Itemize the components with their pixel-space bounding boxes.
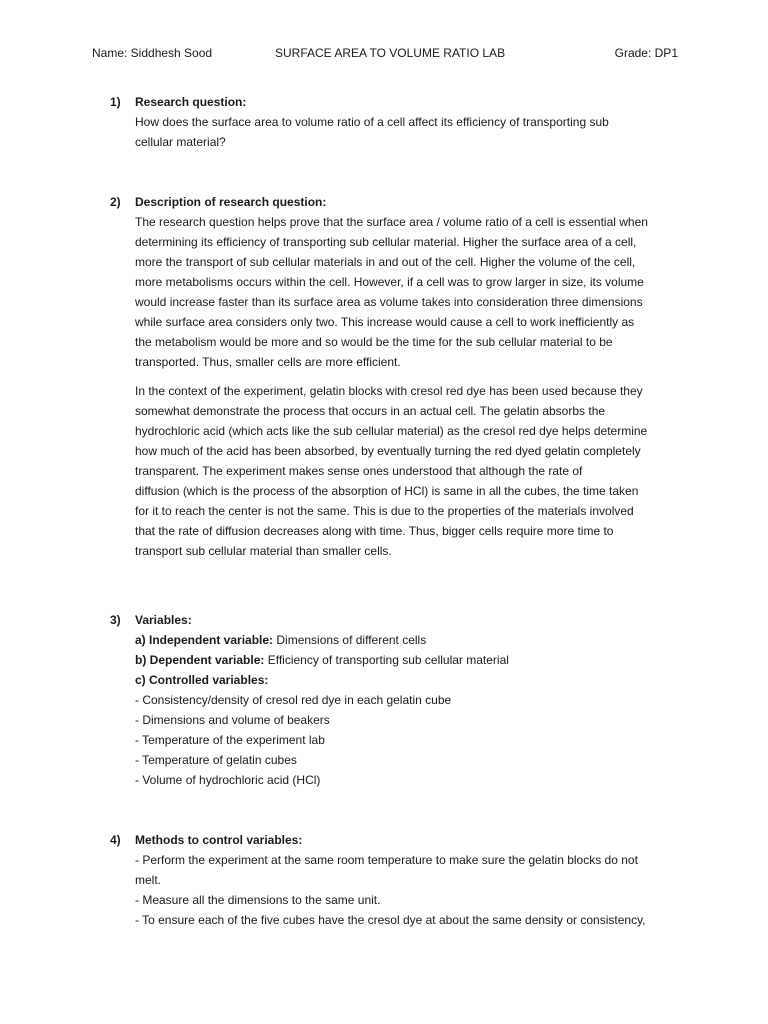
section-number: 4) [110,833,121,847]
section-variables [110,610,690,790]
dependent-variable [135,650,690,670]
paragraph [135,381,690,561]
section-title: Variables: [135,613,192,627]
text-line: In the context of the experiment, gelatin blocks with cresol red dye has been used because they [135,384,643,398]
list-item: - Temperature of gelatin cubes [135,753,297,767]
text-line: somewhat demonstrate the process that occurs in an actual cell. The gelatin absorbs the [135,404,606,418]
list-item: - Temperature of the experiment lab [135,733,325,747]
section-methods [110,830,690,930]
section-description [110,192,690,570]
text-line: would increase faster than its surface area as volume takes into consideration three dimensions [135,295,643,309]
section-research-question [110,92,690,152]
section-number: 3) [110,613,121,627]
grade-label: Grade: DP1 [614,46,678,60]
text-line: hydrochloric acid (which acts like the sub cellular material) as the cresol red dye helps determine [135,424,648,438]
section-number: 2) [110,195,121,209]
student-name: Name: Siddhesh Sood [92,46,213,60]
section-title: Research question: [135,95,247,109]
variable-value: Efficiency of transporting sub cellular material [264,653,509,667]
text-line: transparent. The experiment makes sense ones understood that although the rate of [135,464,583,478]
list-item: - Perform the experiment at the same room temperature to make sure the gelatin blocks do not [135,853,638,867]
list-item: - To ensure each of the five cubes have the cresol dye at about the same density or consistency, [135,913,646,927]
text-line: diffusion (which is the process of the absorption of HCl) is same in all the cubes, the time taken [135,484,639,498]
text-line: more metabolisms occurs within the cell. However, if a cell was to grow larger in size, its volume [135,275,644,289]
section-title: Description of research question: [135,195,327,209]
text-line: the metabolism would be more and so would be the time for the sub cellular material to be [135,335,613,349]
document-title: SURFACE AREA TO VOLUME RATIO LAB [275,46,506,60]
list-item: - Volume of hydrochloric acid (HCl) [135,773,321,787]
section-title: Methods to control variables: [135,833,303,847]
text-line: How does the surface area to volume ratio of a cell affect its efficiency of transporting sub [135,115,609,129]
variable-label: a) Independent variable: [135,633,274,647]
variable-value: Dimensions of different cells [273,633,427,647]
independent-variable [135,630,690,650]
text-line: The research question helps prove that the surface area / volume ratio of a cell is essential when [135,215,648,229]
text-line: more the transport of sub cellular materials in and out of the cell. Higher the volume of the cell, [135,255,636,269]
text-line: transport sub cellular material than smaller cells. [135,544,392,558]
text-line: for it to reach the center is not the same. This is due to the properties of the materials involved [135,504,634,518]
list-item: - Dimensions and volume of beakers [135,713,330,727]
text-line: while surface area considers only two. This increase would cause a cell to work inefficiently as [135,315,635,329]
variable-label: b) Dependent variable: [135,653,265,667]
text-line: how much of the acid has been absorbed, by eventually turning the red dyed gelatin completely [135,444,641,458]
list-item: - Measure all the dimensions to the same unit. [135,893,381,907]
text-line: determining its efficiency of transporting sub cellular material. Higher the surface area of a cell, [135,235,637,249]
paragraph [135,212,690,372]
text-line: that the rate of diffusion decreases along with time. Thus, bigger cells require more time to [135,524,614,538]
list-item: melt. [135,873,162,887]
section-number: 1) [110,95,121,109]
list-item: - Consistency/density of cresol red dye in each gelatin cube [135,693,452,707]
text-line: transported. Thus, smaller cells are more efficient. [135,355,401,369]
document-header [0,46,768,64]
text-line: cellular material? [135,135,226,149]
controlled-variables-label: c) Controlled variables: [135,673,269,687]
